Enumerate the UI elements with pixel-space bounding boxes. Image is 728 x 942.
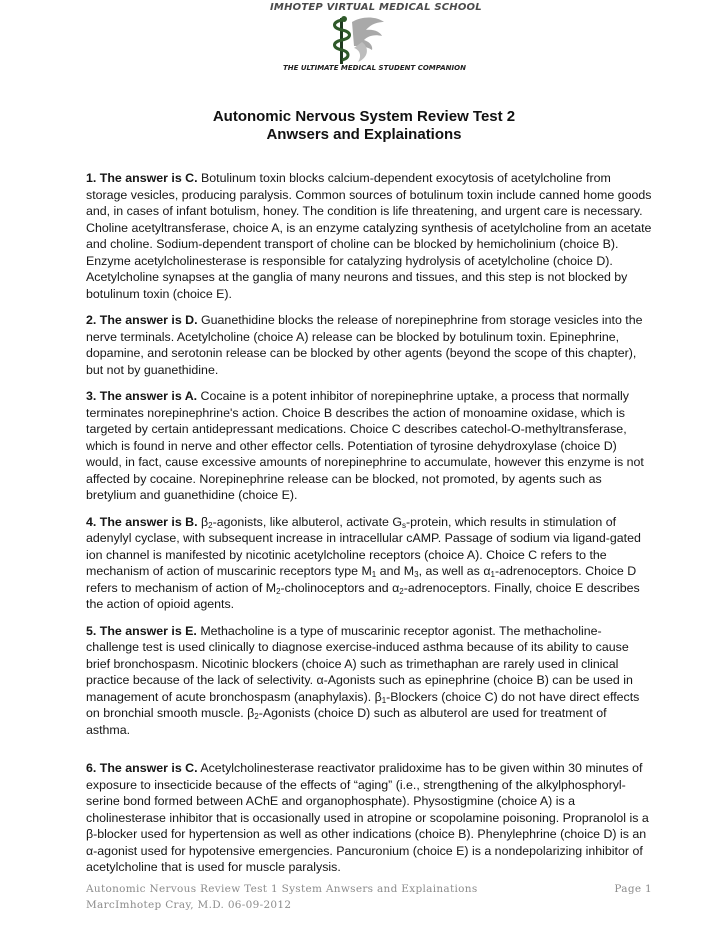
subscript: 1: [381, 695, 387, 705]
document-title: Autonomic Nervous System Review Test 2: [212, 108, 516, 125]
answer-text: Botulinum toxin blocks calcium-dependent exocytosis of acetylcholine from storage vesicles, producing paralysis. Common sources of botulinum toxin include canned home goods and, in cases of infant botulism, honey. The condition is life threatening, and urgent care is necessary. Choline acetyltransferase, choice A, is an enzyme catalyzing synthesis of acetylcholine from an acetate and choline. Sodium-dependent transport of choline can be blocked by hemicholinium (choice B). Enzyme acetylcholinesterase is responsible for catalyzing hydrolysis of acetylcholine (choice D). Acetylcholine synapses at the ganglia of many neurons and tissues, and this step is not blocked by botulinum toxin (choice E).: [86, 171, 652, 301]
answer-text: , as well as α: [418, 564, 491, 578]
answers-body: [86, 170, 652, 886]
school-name-logo: IMHOTEP VIRTUAL MEDICAL SCHOOL: [270, 2, 482, 13]
answer-text: Acetylcholinesterase reactivator pralidoxime has to be given within 30 minutes of exposure to insecticide because of the effects of “aging” (i.e., strengthening of the alkylphosphoryl-serine bond formed between AChE and organophosphate). Physostigmine (choice A) is a cholinesterase inhibitor that is occasionally used in atropine or scopolamine poisoning. Propranolol is a β-blocker used for hypertension as well as other indications (choice B). Phenylephrine (choice D) is an α-agonist used for hypotensive emergencies. Pancuronium (choice E) is a nondepolarizing inhibitor of acetylcholine that is used for muscle paralysis.: [86, 761, 649, 874]
subscript: 2: [254, 712, 259, 721]
subscript: s: [402, 520, 406, 530]
subscript: 1: [371, 570, 377, 579]
answer-3: [86, 388, 652, 504]
answer-lead: 5. The answer is E.: [86, 623, 197, 638]
answer-text: -adrenoceptors. Finally, choice E describes the action of opioid agents.: [86, 580, 640, 611]
answer-lead: 4. The answer is B.: [86, 514, 198, 529]
answer-4: [86, 514, 652, 613]
subscript: 2: [399, 586, 404, 596]
answer-lead: 2. The answer is D.: [86, 313, 198, 327]
answer-5: [86, 623, 652, 739]
answer-text: Methacholine is a type of muscarinic receptor agonist. The methacholine-challenge test is used clinically to diagnose exercise-induced asthma because of its ability to cause brief bronchospasm. Nicotinic blockers (choice A) such as trimethaphan are rarely used in clinical practice because of the lack of selectivity. α-Agonists such as epinephrine (choice B) can be used in management of acute bronchospasm (anaphylaxis). β: [86, 623, 633, 704]
document-subtitle: Anwsers and Explainations: [266, 126, 462, 143]
answer-text: -adrenoceptors. Choice D refers to mechanism of action of M: [86, 564, 637, 595]
subscript: 3: [414, 570, 419, 579]
footer-title: Autonomic Nervous Review Test 1 System Anwsers and Explainations: [86, 883, 478, 895]
answer-text: -protein, which results in stimulation of adenylyl cyclase, with subsequent increase in intracellular cAMP. Passage of sodium via ligand-gated ion channel is manifested by nicotinic acetylcholine receptors (choice A). Choice C refers to the mechanism of action of muscarinic receptors type M: [86, 514, 641, 578]
page-number: Page 1: [614, 883, 652, 895]
answer-1: [86, 170, 652, 302]
page-footer: [86, 881, 652, 913]
answer-lead: 3. The answer is A.: [86, 389, 198, 403]
subscript: 2: [208, 520, 213, 530]
answer-text: and M: [376, 564, 415, 578]
subscript: 1: [490, 570, 495, 579]
answer-text: β: [197, 514, 209, 529]
answer-text: -Blockers (choice C) do not have direct effects on bronchial smooth muscle. β: [86, 689, 640, 720]
answer-text: Guanethidine blocks the release of norepinephrine from storage vesicles into the nerve terminals. Acetylcholine (choice A) release can be blocked by botulinum toxin. Epinephrine, dopamine, and serotonin release can be blocked by other agents (beyond the scope of this chapter), but not by guanethidine.: [86, 313, 643, 377]
answer-text: -agonists, like albuterol, activate G: [212, 514, 402, 529]
answer-lead: 6. The answer is C.: [86, 761, 198, 775]
answer-text: Cocaine is a potent inhibitor of norepinephrine uptake, a process that normally terminates norepinephrine's action. Choice B describes the action of monoamine oxidase, which is targeted by certain antidepressant medications. Choice C describes catechol-O-methyltransferase, which is found in nerve and other effector cells. Potentiation of tyrosine dehydroxylase (choice D) would, in fact, cause excessive amounts of norepinephrine to accumulate, however this enzyme is not affected by cocaine. Norepinephrine release can be blocked, not promoted, by agents such as bretylium and guanethidine (choice E).: [86, 389, 644, 502]
answer-text: -cholinoceptors and α: [280, 580, 400, 595]
subscript: 2: [276, 586, 281, 596]
caduceus-logo-icon: [318, 12, 388, 66]
footer-author: MarcImhotep Cray, M.D. 06-09-2012: [86, 899, 292, 911]
answer-text: -Agonists (choice D) such as albuterol are used for treatment of asthma.: [86, 706, 607, 737]
answer-lead: 1. The answer is C.: [86, 171, 198, 185]
tagline-logo: THE ULTIMATE MEDICAL STUDENT COMPANION: [283, 64, 466, 72]
answer-6: [86, 760, 652, 876]
answer-2: [86, 312, 652, 378]
